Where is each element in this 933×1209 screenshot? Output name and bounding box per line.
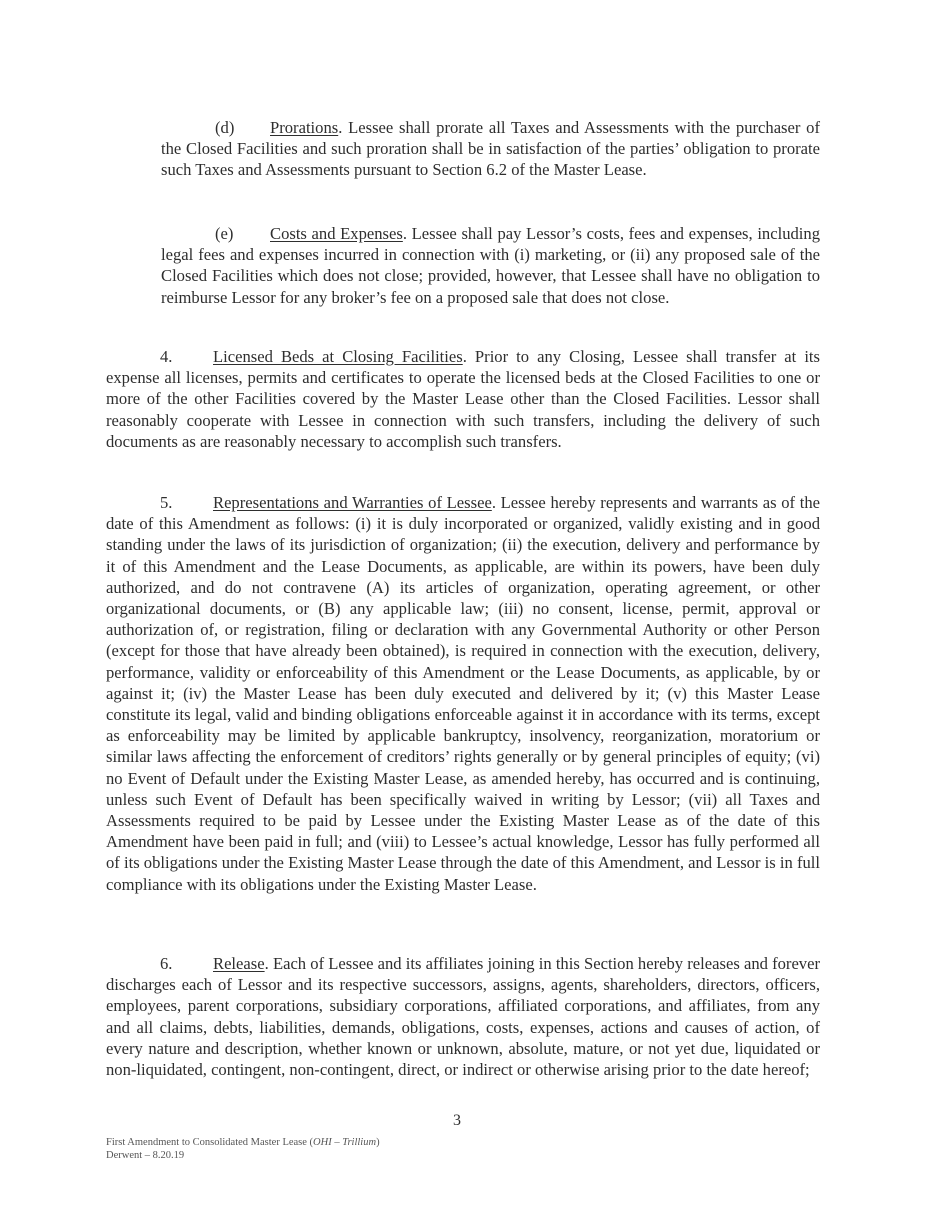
paragraph-body: . Lessee shall pay Lessor’s costs, fees and expenses, including legal fees and expenses incurred in connection with (i) marketing, or (ii) any proposed sale of the Closed Facilities which does not close; provided, however, that Lessee shall have no obligation to reimburse Lessor for any broker’s fee on a proposed sale that does not close. — [161, 224, 820, 307]
section-5-representations — [106, 492, 820, 895]
paragraph-e-costs — [161, 223, 820, 308]
paragraph-body: . Each of Lessee and its affiliates joining in this Section hereby releases and forever discharges each of Lessor and its respective successors, assigns, agents, shareholders, directors, officers, employees, parent corporations, subsidiary corporations, affiliated corporations, and affiliates, from any and all claims, debts, liabilities, demands, obligations, costs, expenses, actions and causes of action, of every nature and description, whether known or unknown, absolute, mature, or not yet due, liquidated or non-liquidated, contingent, non-contingent, direct, or indirect or otherwise arising prior to the date hereof; — [106, 954, 820, 1080]
section-6-release — [106, 953, 820, 1080]
paragraph-heading: Prorations — [270, 118, 339, 137]
paragraph-number: (d) — [215, 118, 235, 137]
paragraph-heading: Licensed Beds at Closing Facilities — [213, 347, 463, 366]
section-4-licensed-beds — [106, 346, 820, 452]
paragraph-heading: Release — [213, 954, 265, 973]
footer-version: Derwent – 8.20.19 — [106, 1149, 185, 1161]
footer-title-suffix: ) — [376, 1137, 380, 1148]
paragraph-body: . Lessee hereby represents and warrants as of the date of this Amendment as follows: (i) it is duly incorporated or organized, validly existing and in good standing under the laws of its jurisdiction of organization; (ii) the execution, delivery and performance by it of this Amendment and the Lease Documents, as applicable, are within its powers, have been duly authorized, and do not contravene (A) its articles of organization, operating agreement, or other organizational documents, or (B) any applicable law; (iii) no consent, license, permit, approval or authorization of, or registration, filing or declaration with any Governmental Authority or other Person (except for those that have already been obtained), is required in connection with the execution, delivery, performance, validity or enforceability of this Amendment or the Lease Documents, as applicable, by or against it; (iv) the Master Lease has been duly executed and delivered by it; (v) this Master Lease constitute its legal, valid and binding obligations enforceable against it in accordance with its terms, except as enforceability may be limited by applicable bankruptcy, insolvency, reorganization, moratorium or similar laws affecting the enforcement of creditors’ rights generally or by general principles of equity; (vi) no Event of Default under the Existing Master Lease, as amended hereby, has occurred and is continuing, unless such Event of Default has been specifically waived in writing by Lessor; (vii) all Taxes and Assessments required to be paid by Lessee under the Existing Master Lease as of the date of this Amendment have been paid in full; and (viii) to Lessee’s actual knowledge, Lessor has fully performed all of its obligations under the Existing Master Lease through the date of this Amendment, and Lessor is in full compliance with its obligations under the Existing Master Lease. — [106, 493, 820, 894]
paragraph-body: . Lessee shall prorate all Taxes and Assessments with the purchaser of the Closed Facilities and such proration shall be in satisfaction of the parties’ obligation to prorate such Taxes and Assessments pursuant to Section 6.2 of the Master Lease. — [161, 118, 820, 180]
paragraph-number: 6. — [160, 954, 173, 973]
paragraph-number: 5. — [160, 493, 173, 512]
footer-title-italic: OHI – Trillium — [313, 1137, 377, 1148]
paragraph-heading: Costs and Expenses — [270, 224, 403, 243]
footer — [106, 1137, 380, 1162]
paragraph-d-prorations — [161, 117, 820, 181]
page-number: 3 — [453, 1112, 461, 1129]
paragraph-number: 4. — [160, 347, 173, 366]
paragraph-heading: Representations and Warranties of Lessee — [213, 493, 492, 512]
footer-title-text: First Amendment to Consolidated Master Lease ( — [106, 1137, 314, 1148]
paragraph-body: . Prior to any Closing, Lessee shall transfer at its expense all licenses, permits and certificates to operate the licensed beds at the Closed Facilities to one or more of the other Facilities covered by the Master Lease other than the Closed Facilities. Lessor shall reasonably cooperate with Lessee in connection with such transfers, including the delivery of such documents as are reasonably necessary to accomplish such transfers. — [106, 347, 820, 451]
footer-title — [106, 1137, 380, 1150]
paragraph-number: (e) — [215, 224, 234, 243]
